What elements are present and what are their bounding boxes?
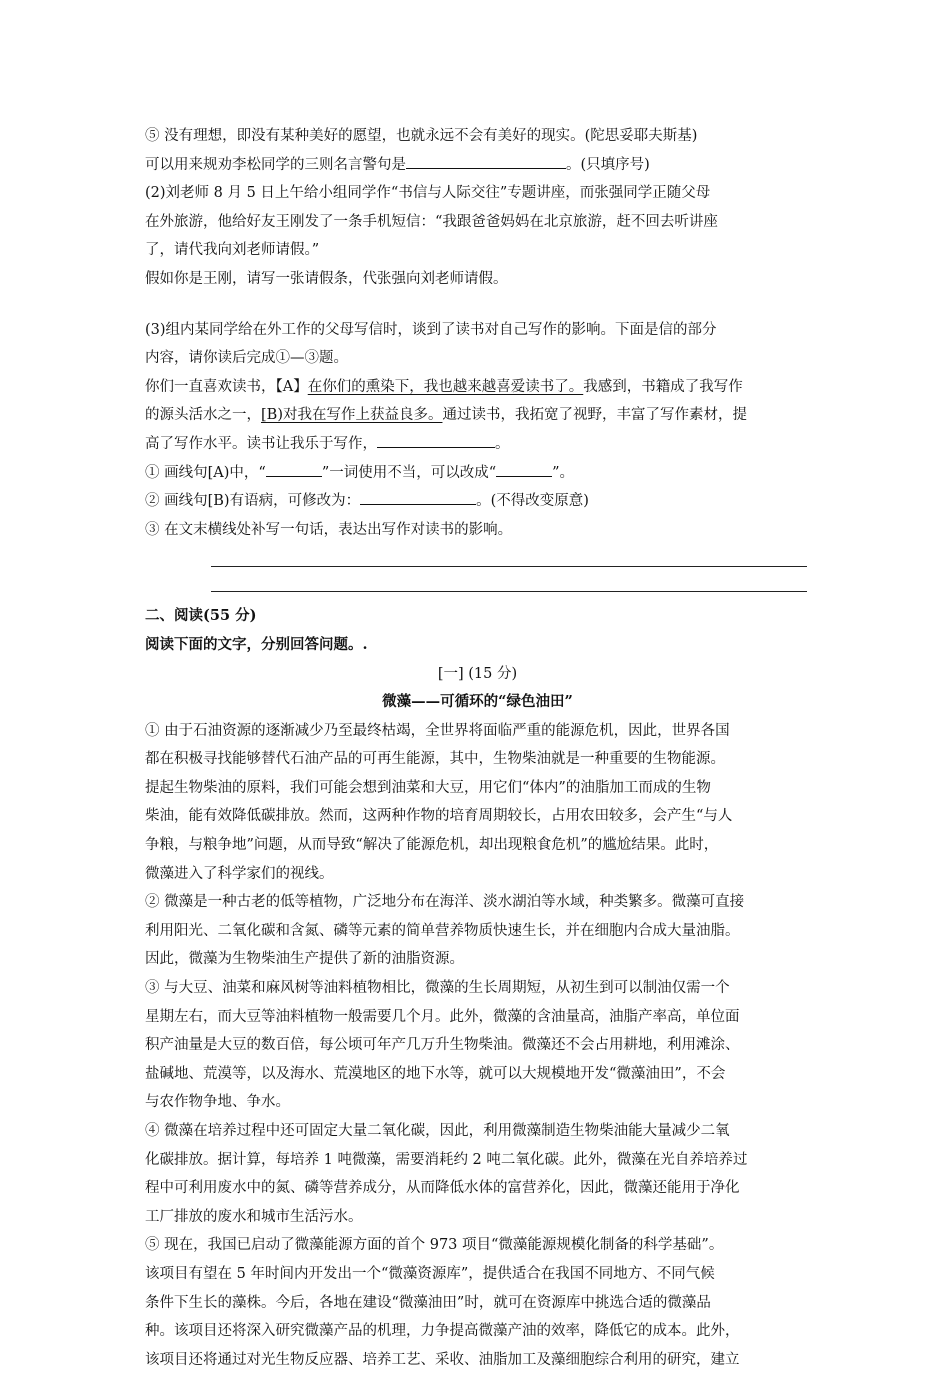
paragraph-line: 提起生物柴油的原料，我们可能会想到油菜和大豆，用它们“体内”的油脂加工而成的生物 (145, 779, 711, 796)
quote-5: ⑤ 没有理想，即没有某种美好的愿望，也就永远不会有美好的现实。(陀思妥耶夫斯基) (145, 128, 698, 144)
paragraph-5 (145, 1231, 810, 1374)
question-2-line-3: 了，请代我向刘老师请假。” (145, 242, 320, 259)
paragraph-line: 程中可利用废水中的氮、磷等营养成分，从而降低水体的富营养化，因此，微藻还能用于净化 (145, 1180, 740, 1197)
letter-line-c: 高了写作水平。读书让我乐于写作， 。 (145, 430, 810, 459)
question-1-line: 可以用来规劝李松同学的三则名言警句是 。(只填序号) (145, 151, 810, 180)
paragraph-line: 因此，微藻为生物柴油生产提供了新的油脂资源。 (145, 951, 464, 968)
paragraph-line: 积产油量是大豆的数百倍，每公顷可年产几万升生物柴油。微藻还不会占用耕地，利用滩涂、 (145, 1037, 740, 1054)
paragraph-line: 该项目有望在 5 年时间内开发出一个“微藻资源库”，提供适合在我国不同地方、不同气候 (145, 1265, 715, 1282)
question-2-line-1: (2)刘老师 8 月 5 日上午给小组同学作“书信与人际交往”专题讲座，而张强同学正随父母 (145, 185, 711, 202)
answer-line[interactable] (211, 567, 807, 592)
paragraph-line: 柴油，能有效降低碳排放。然而，这两种作物的培育周期较长，占用农田较多，会产生“与人 (145, 808, 733, 825)
paragraph-line: 争粮，与粮争地”问题，从而导致“解决了能源危机，却出现粮食危机”的尴尬结果。此时， (145, 837, 719, 854)
paragraph-line: 微藻进入了科学家们的视线。 (145, 865, 334, 882)
paragraph-line: ② 微藻是一种古老的低等植物，广泛地分布在海洋、淡水湖泊等水域，种类繁多。微藻可直接 (145, 894, 745, 911)
paragraph-line: ③ 与大豆、油菜和麻风树等油料植物相比，微藻的生长周期短，从初生到可以制油仅需一个 (145, 980, 730, 997)
paragraph-3 (145, 974, 810, 1117)
answer-blank[interactable] (360, 490, 476, 505)
question-3-line-2: 内容，请你读后完成①—③题。 (145, 350, 348, 367)
paragraph-line: 条件下生长的藻株。今后，各地在建设“微藻油田”时，就可在资源库中挑选合适的微藻品 (145, 1294, 711, 1311)
section-heading: 二、阅读(55 分) (145, 607, 257, 625)
reading-instruction: 阅读下面的文字，分别回答问题。. (145, 635, 368, 653)
paragraph-line: 种。该项目还将深入研究微藻产品的机理，力争提高微藻产油的效率，降低它的成本。此外， (145, 1323, 740, 1340)
letter-line-b: 的源头活水之一，[B)对我在写作上获益良多。通过读书，我拓宽了视野，丰富了写作素材，提 (145, 407, 747, 424)
question-3-line-1: (3)组内某同学给在外工作的父母写信时，谈到了读书对自己写作的影响。下面是信的部分 (145, 321, 717, 338)
paragraph-2 (145, 888, 810, 974)
paragraph-line: 工厂排放的废水和城市生活污水。 (145, 1208, 363, 1225)
paragraph-line: ① 由于石油资源的逐渐减少乃至最终枯竭，全世界将面临严重的能源危机，因此，世界各国 (145, 722, 730, 739)
answer-blank[interactable] (496, 462, 552, 477)
underlined-sentence-b: [B)对我在写作上获益良多。 (261, 407, 443, 424)
sub-question-1: ① 画线句[A)中，“ ”一词使用不当，可以改成“ ”。 (145, 459, 810, 488)
answer-blank[interactable] (377, 433, 495, 448)
paragraph-line: 利用阳光、二氧化碳和含氮、磷等元素的简单营养物质快速生长，并在细胞内合成大量油脂。 (145, 922, 740, 939)
paragraph-line: 化碳排放。据计算，每培养 1 吨微藻，需要消耗约 2 吨二氧化碳。此外，微藻在光自养培养过 (145, 1151, 748, 1168)
letter-line-a: 你们一直喜欢读书，【A】在你们的熏染下，我也越来越喜爱读书了。我感到，书籍成了我写作 (145, 378, 743, 395)
question-2-line-2: 在外旅游，他给好友王刚发了一条手机短信：“我跟爸爸妈妈在北京旅游，赶不回去听讲座 (145, 213, 718, 230)
paragraph-line: 盐碱地、荒漠等，以及海水、荒漠地区的地下水等，就可以大规模地开发“微藻油田”，不会 (145, 1065, 726, 1082)
sentence-a-marker: 【A】 (275, 378, 308, 395)
paragraph-line: 都在积极寻找能够替代石油产品的可再生能源，其中，生物柴油就是一种重要的生物能源。 (145, 751, 725, 768)
paragraph-4 (145, 1117, 810, 1231)
section-label: [一] (15 分) (437, 665, 518, 682)
sub-question-3: ③ 在文末横线处补写一句话，表达出写作对读书的影响。 (145, 521, 513, 538)
answer-line[interactable] (211, 544, 807, 567)
article-title: 微藻——可循环的“绿色油田” (382, 693, 573, 711)
paragraph-1 (145, 717, 810, 889)
paragraph-line: 与农作物争地、争水。 (145, 1094, 290, 1111)
question-2-line-4: 假如你是王刚，请写一张请假条，代张强向刘老师请假。 (145, 270, 508, 287)
answer-blank[interactable] (266, 462, 322, 477)
paragraph-line: ⑤ 现在，我国已启动了微藻能源方面的首个 973 项目“微藻能源规模化制备的科学基础”。 (145, 1237, 724, 1254)
paragraph-line: 该项目还将通过对光生物反应器、培养工艺、采收、油脂加工及藻细胞综合利用的研究，建立 (145, 1351, 740, 1368)
exam-page (145, 122, 810, 1374)
paragraph-line: ④ 微藻在培养过程中还可固定大量二氧化碳，因此，利用微藻制造生物柴油能大量减少二氧 (145, 1123, 730, 1139)
underlined-sentence-a: 在你们的熏染下，我也越来越喜爱读书了。 (307, 378, 584, 395)
sub-question-2: ② 画线句[B)有语病，可修改为： 。(不得改变原意) (145, 487, 810, 516)
answer-blank[interactable] (406, 154, 566, 169)
paragraph-line: 星期左右，而大豆等油料植物一般需要几个月。此外，微藻的含油量高，油脂产率高，单位面 (145, 1008, 740, 1025)
